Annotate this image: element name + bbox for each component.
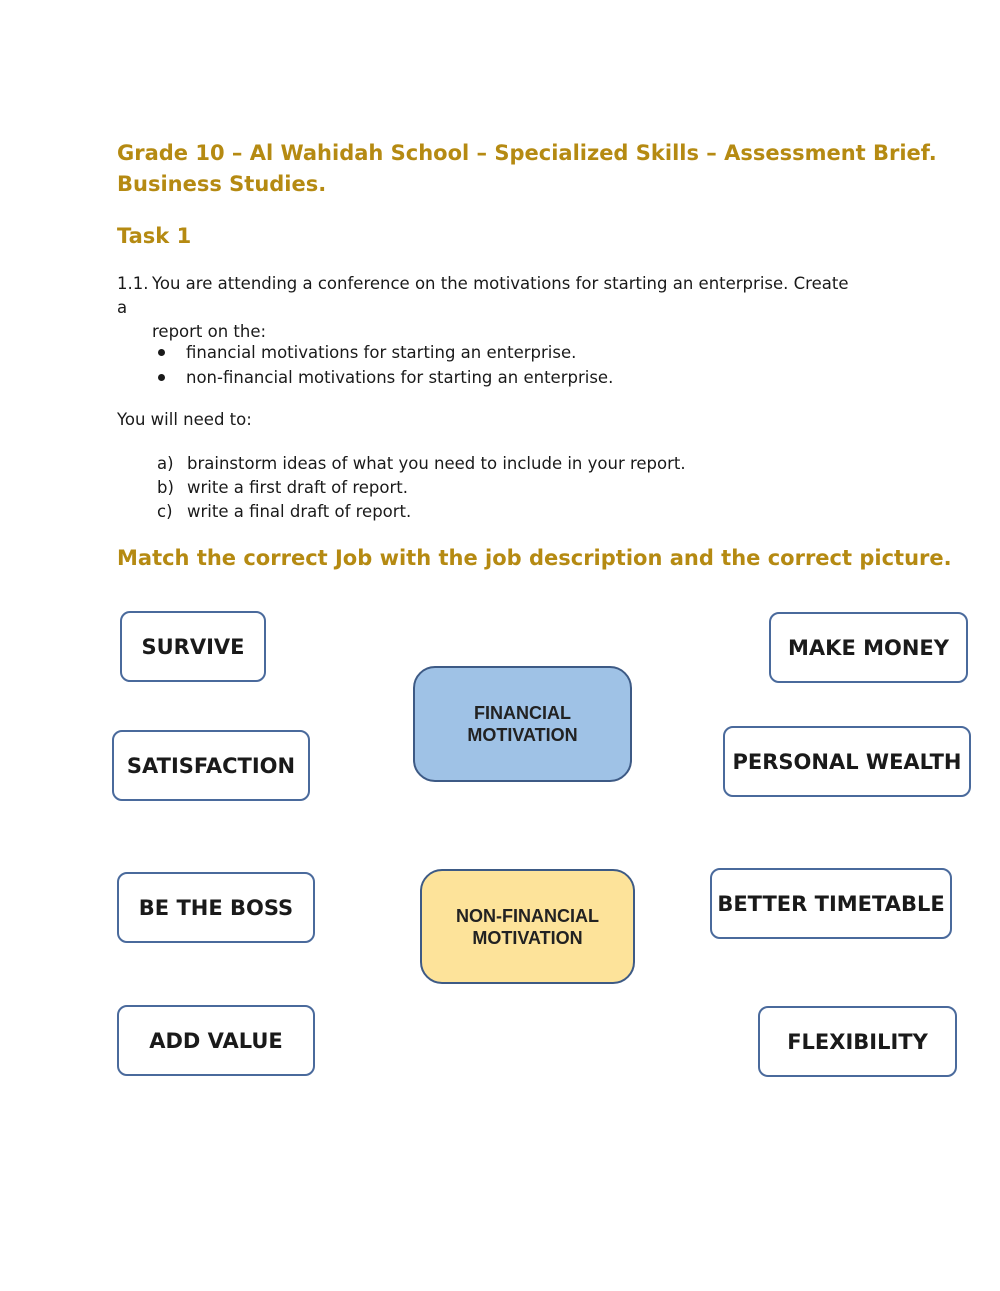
task-item-number: 1.1. bbox=[117, 274, 149, 293]
bullet-icon bbox=[158, 349, 165, 356]
list-item bbox=[152, 365, 613, 390]
list-item bbox=[157, 476, 686, 500]
list-item bbox=[157, 452, 686, 476]
step-letter: b) bbox=[157, 478, 174, 497]
step-letter: a) bbox=[157, 454, 174, 473]
financial-motivation-dropzone[interactable]: FINANCIAL MOTIVATION bbox=[413, 666, 632, 782]
task-title: Task 1 bbox=[117, 224, 192, 248]
card-flexibility[interactable]: FLEXIBILITY bbox=[758, 1006, 957, 1077]
need-to-label: You will need to: bbox=[117, 410, 252, 429]
card-survive[interactable]: SURVIVE bbox=[120, 611, 266, 682]
task-item-1-1 bbox=[117, 272, 857, 344]
task-item-text-line-2: report on the: bbox=[152, 322, 267, 341]
card-better-timetable[interactable]: BETTER TIMETABLE bbox=[710, 868, 952, 939]
card-make-money[interactable]: MAKE MONEY bbox=[769, 612, 968, 683]
bullet-text: non-financial motivations for starting an enterprise. bbox=[186, 368, 614, 387]
card-satisfaction[interactable]: SATISFACTION bbox=[112, 730, 310, 801]
list-item bbox=[157, 500, 686, 524]
card-be-the-boss[interactable]: BE THE BOSS bbox=[117, 872, 315, 943]
page-title-line-2: Business Studies. bbox=[117, 172, 327, 196]
step-text: write a final draft of report. bbox=[187, 502, 412, 521]
bullet-list bbox=[152, 340, 613, 390]
step-text: brainstorm ideas of what you need to include in your report. bbox=[187, 454, 686, 473]
match-instruction: Match the correct Job with the job description and the correct picture. bbox=[117, 546, 952, 570]
bullet-icon bbox=[158, 374, 165, 381]
task-item-text-line-1: You are attending a conference on the motivations for starting an enterprise. Create a bbox=[117, 274, 849, 317]
card-add-value[interactable]: ADD VALUE bbox=[117, 1005, 315, 1076]
bullet-text: financial motivations for starting an enterprise. bbox=[186, 343, 577, 362]
card-personal-wealth[interactable]: PERSONAL WEALTH bbox=[723, 726, 971, 797]
step-text: write a first draft of report. bbox=[187, 478, 408, 497]
steps-list bbox=[157, 452, 686, 524]
non-financial-motivation-dropzone[interactable]: NON-FINANCIAL MOTIVATION bbox=[420, 869, 635, 984]
list-item bbox=[152, 340, 613, 365]
step-letter: c) bbox=[157, 502, 173, 521]
page-title-line-1: Grade 10 – Al Wahidah School – Specialized Skills – Assessment Brief. bbox=[117, 141, 937, 165]
